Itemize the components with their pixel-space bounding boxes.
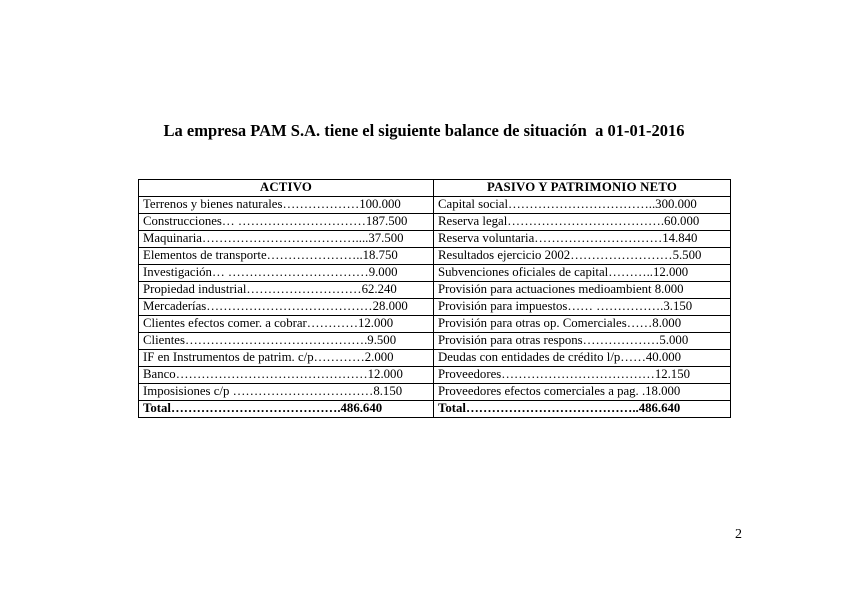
table-row <box>139 384 731 401</box>
balance-sheet-table <box>138 179 731 418</box>
header-activo: ACTIVO <box>139 180 434 197</box>
activo-cell: IF en Instrumentos de patrim. c/p…………2.000 <box>139 350 434 367</box>
pasivo-cell: Provisión para otras respons………………5.000 <box>434 333 731 350</box>
table-header-row <box>139 180 731 197</box>
pasivo-cell: Proveedores………………………………12.150 <box>434 367 731 384</box>
table-row <box>139 282 731 299</box>
pasivo-cell: Proveedores efectos comerciales a pag. .18.000 <box>434 384 731 401</box>
document-title: La empresa PAM S.A. tiene el siguiente balance de situación a 01-01-2016 <box>163 121 685 140</box>
header-pasivo-patrimonio: PASIVO Y PATRIMONIO NETO <box>434 180 731 197</box>
table-row <box>139 248 731 265</box>
table-row <box>139 316 731 333</box>
table-row <box>139 333 731 350</box>
activo-cell: Clientes…………………………………….9.500 <box>139 333 434 350</box>
pasivo-total-cell: Total…………………………………..486.640 <box>434 401 731 418</box>
pasivo-cell: Provisión para otras op. Comerciales……8.000 <box>434 316 731 333</box>
activo-cell: Elementos de transporte…………………..18.750 <box>139 248 434 265</box>
activo-cell: Propiedad industrial………………………62.240 <box>139 282 434 299</box>
pasivo-cell: Reserva legal……………………………….60.000 <box>434 214 731 231</box>
activo-cell: Banco………………………………………12.000 <box>139 367 434 384</box>
pasivo-cell: Provisión para actuaciones medioambient 8.000 <box>434 282 731 299</box>
pasivo-cell: Reserva voluntaria…………………………14.840 <box>434 231 731 248</box>
page-number: 2 <box>735 527 742 542</box>
pasivo-cell: Provisión para impuestos…… …………….3.150 <box>434 299 731 316</box>
table-row <box>139 231 731 248</box>
pasivo-cell: Capital social……………………………..300.000 <box>434 197 731 214</box>
activo-cell: Imposisiones c/p ……………………………8.150 <box>139 384 434 401</box>
pasivo-cell: Resultados ejercicio 2002……………………5.500 <box>434 248 731 265</box>
activo-cell: Clientes efectos comer. a cobrar…………12.000 <box>139 316 434 333</box>
activo-cell: Terrenos y bienes naturales………………100.000 <box>139 197 434 214</box>
pasivo-cell: Deudas con entidades de crédito l/p……40.000 <box>434 350 731 367</box>
table-row <box>139 350 731 367</box>
activo-cell: Construcciones… …………………………187.500 <box>139 214 434 231</box>
activo-total-cell: Total………………………………….486.640 <box>139 401 434 418</box>
table-row <box>139 197 731 214</box>
activo-cell: Mercaderías…………………………………28.000 <box>139 299 434 316</box>
table-row <box>139 265 731 282</box>
activo-cell: Investigación… ……………………………9.000 <box>139 265 434 282</box>
total-row <box>139 401 731 418</box>
table-row <box>139 214 731 231</box>
activo-cell: Maquinaria………………………………....37.500 <box>139 231 434 248</box>
table-row <box>139 367 731 384</box>
pasivo-cell: Subvenciones oficiales de capital………..12.000 <box>434 265 731 282</box>
table-row <box>139 299 731 316</box>
